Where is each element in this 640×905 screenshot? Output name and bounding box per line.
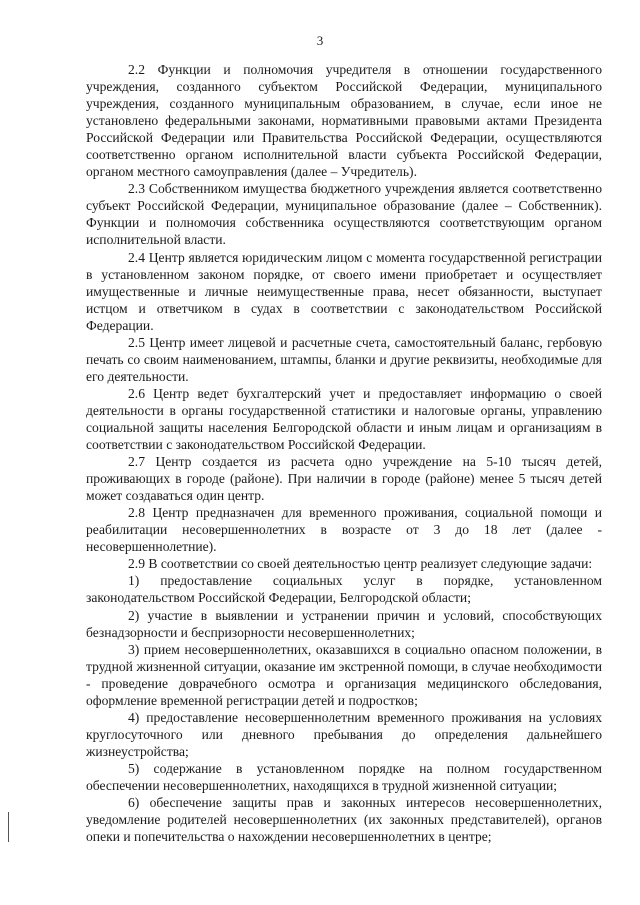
paragraph-2-6: 2.6 Центр ведет бухгалтерский учет и предоставляет информацию о своей деятельности в органы государственной статистики и налоговые органы, управлению социальной защиты населения Белгородской области и иным лицам и организациям в соответствии с законодательством Российской Федерации. <box>86 385 602 453</box>
document-body <box>86 61 602 845</box>
task-item-6: 6) обеспечение защиты прав и законных интересов несовершеннолетних, уведомление родителей несовершеннолетних (их законных представителей), органов опеки и попечительства о нахождении несовершеннолетних в центре; <box>86 795 602 845</box>
paragraph-2-5: 2.5 Центр имеет лицевой и расчетные счета, самостоятельный баланс, гербовую печать со своим наименованием, штампы, бланки и другие реквизиты, необходимые для его деятельности. <box>86 334 602 384</box>
paragraph-2-4: 2.4 Центр является юридическим лицом с момента государственной регистрации в установленном законом порядке, от своего имени приобретает и осуществляет имущественные и личные неимущественные права, несет обязанности, выступает истцом и ответчиком в судах в соответствии с законодательством Российской Федерации. <box>86 249 602 333</box>
paragraph-2-8: 2.8 Центр предназначен для временного проживания, социальной помощи и реабилитации несовершеннолетних в возрасте от 3 до 18 лет (далее - несовершеннолетние). <box>86 505 602 555</box>
task-item-3: 3) прием несовершеннолетних, оказавшихся в социально опасном положении, в трудной жизненной ситуации, оказание им экстренной помощи, в случае необходимости - проведение доврачебного осмотра и организация медицинского обследования, оформление временной регистрации детей и подростков; <box>86 641 602 708</box>
task-item-2: 2) участие в выявлении и устранении причин и условий, способствующих безнадзорности и беспризорности несовершеннолетних; <box>86 607 602 640</box>
task-item-4: 4) предоставление несовершеннолетним временного проживания на условиях круглосуточного или дневного пребывания до определения дальнейшего жизнеустройства; <box>86 709 602 759</box>
scan-margin-line <box>8 812 9 842</box>
paragraph-2-7: 2.7 Центр создается из расчета одно учреждение на 5-10 тысяч детей, проживающих в городе (районе). При наличии в городе (районе) менее 5 тысяч детей может создаваться один центр. <box>86 454 602 504</box>
task-item-5: 5) содержание в установленном порядке на полном государственном обеспечении несовершеннолетних, находящихся в трудной жизненной ситуации; <box>86 760 602 793</box>
task-item-1: 1) предоставление социальных услуг в порядке, установленном законодательством Российской Федерации, Белгородской области; <box>86 573 602 606</box>
page-number: 3 <box>316 33 324 48</box>
paragraph-2-9: 2.9 В соответствии со своей деятельностью центр реализует следующие задачи: <box>128 556 593 572</box>
paragraph-2-3: 2.3 Собственником имущества бюджетного учреждения является соответственно субъект Российской Федерации, муниципальное образование (далее – Собственник). Функции и полномочия собственника осуществляются соответствующим органом исполнительной власти. <box>86 181 602 248</box>
paragraph-2-2: 2.2 Функции и полномочия учредителя в отношении государственного учреждения, созданного субъектом Российской Федерации, муниципального учреждения, созданного муниципальным образованием, в случае, если иное не установлено федеральными законами, нормативными правовыми актами Президента Российской Федерации или Правительства Российской Федерации, осуществляются соответственно органом исполнительной власти субъекта Российской Федерации, органом местного самоуправления (далее – Учредитель). <box>86 62 602 180</box>
